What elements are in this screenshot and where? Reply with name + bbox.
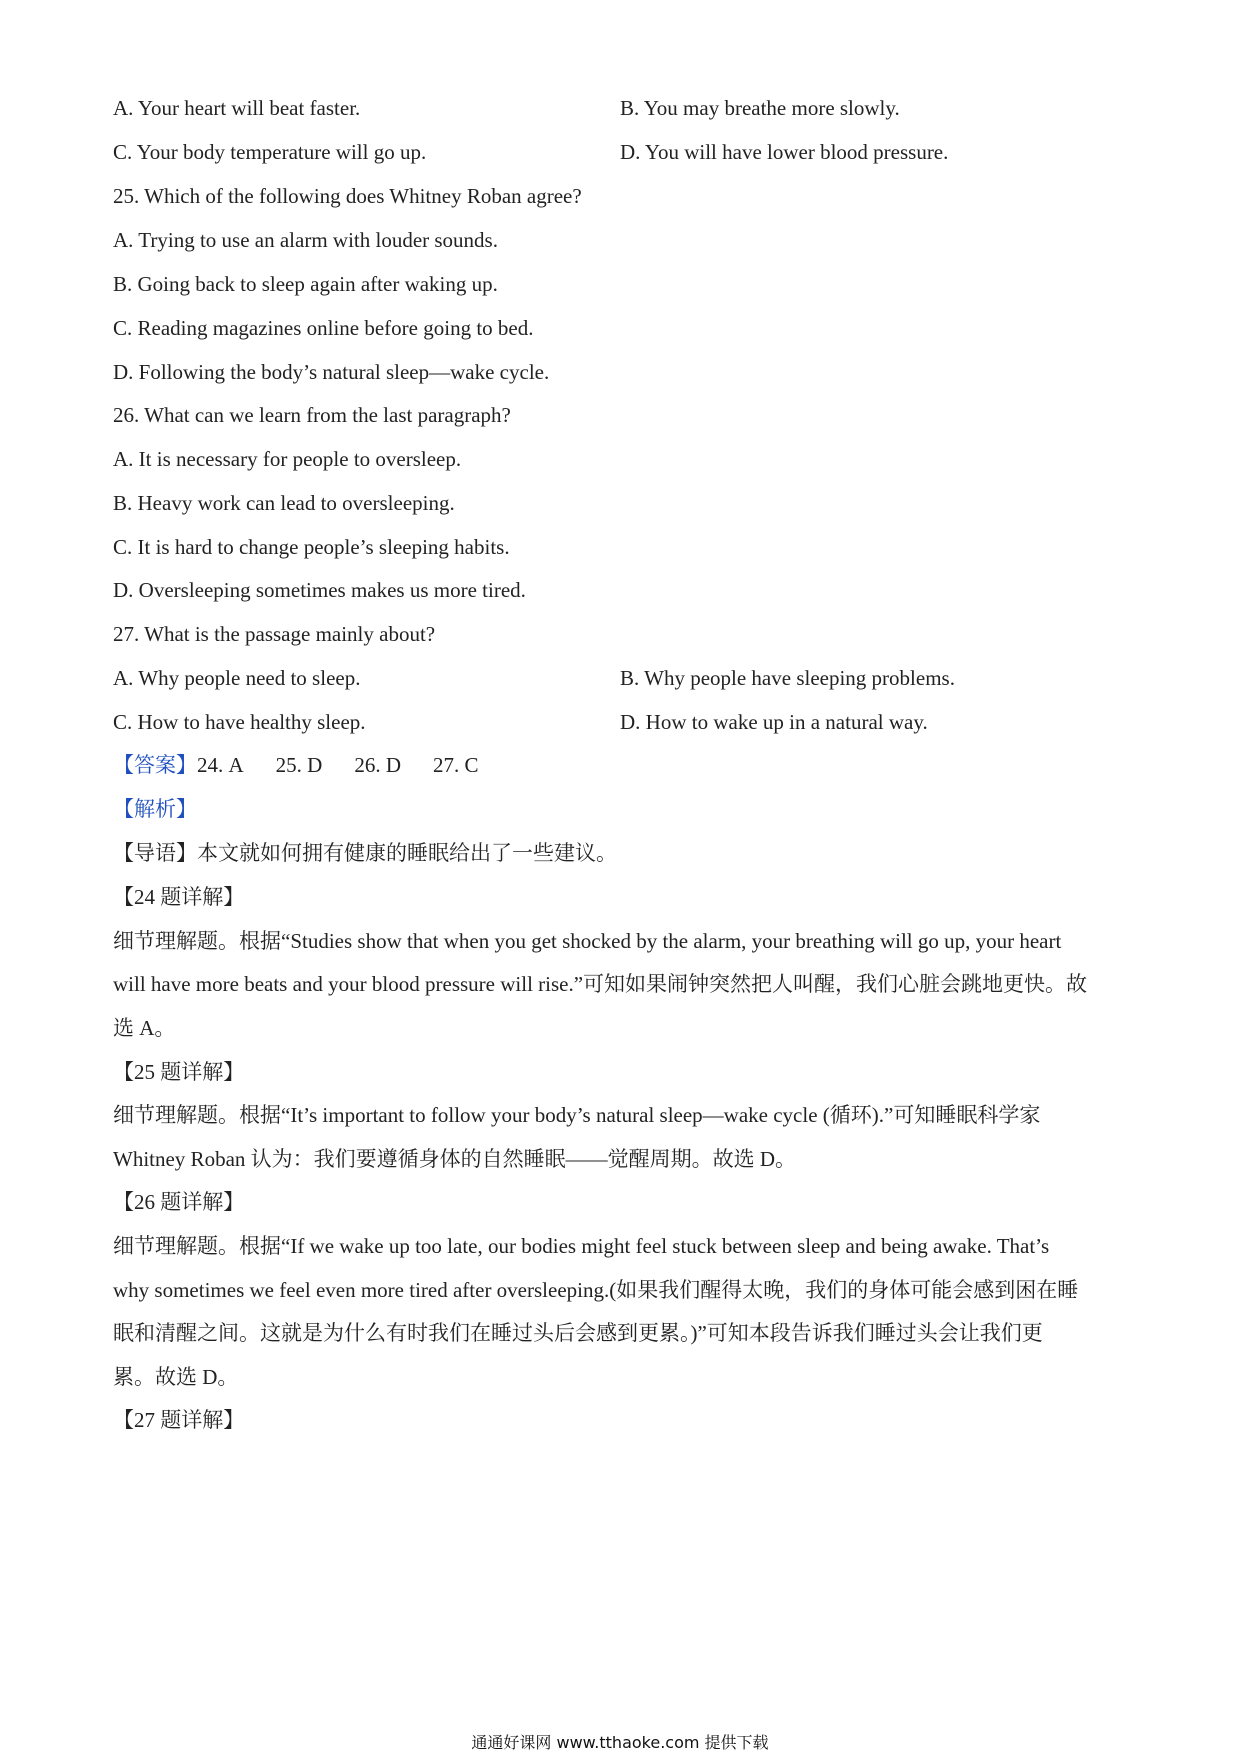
q24-option-c: C. Your body temperature will go up. xyxy=(113,140,427,164)
page-footer: 通通好课网 www.tthaoke.com 提供下载 xyxy=(471,1733,769,1752)
detail25-line2: Whitney Roban 认为：我们要遵循身体的自然睡眠——觉醒周期。故选 D。 xyxy=(113,1147,797,1171)
detail26-line3: 眠和清醒之间。这就是为什么有时我们在睡过头后会感到更累。)”可知本段告诉我们睡过头会让我们更 xyxy=(113,1321,1043,1345)
answer-line xyxy=(113,751,479,779)
q27-option-d: D. How to wake up in a natural way. xyxy=(620,710,928,734)
answer-25: 25. D xyxy=(275,753,323,777)
q26-option-b: B. Heavy work can lead to oversleeping. xyxy=(113,491,455,515)
detail24-heading: 【24 题详解】 xyxy=(113,885,245,909)
q27-option-a: A. Why people need to sleep. xyxy=(113,666,361,690)
detail26-line4: 累。故选 D。 xyxy=(113,1365,239,1389)
answer-24: 24. A xyxy=(197,753,244,777)
q26-question: 26. What can we learn from the last paragraph? xyxy=(113,403,511,427)
q26-option-c: C. It is hard to change people’s sleeping habits. xyxy=(113,535,510,559)
q27-option-b: B. Why people have sleeping problems. xyxy=(620,666,955,690)
answer-27: 27. C xyxy=(433,753,479,777)
detail26-line2: why sometimes we feel even more tired after oversleeping.(如果我们醒得太晚，我们的身体可能会感到困在睡 xyxy=(113,1278,1079,1302)
q25-option-a: A. Trying to use an alarm with louder sounds. xyxy=(113,228,498,252)
q24-option-b: B. You may breathe more slowly. xyxy=(620,96,900,120)
q27-option-c: C. How to have healthy sleep. xyxy=(113,710,366,734)
q25-option-d: D. Following the body’s natural sleep—wake cycle. xyxy=(113,360,550,384)
detail25-line1: 细节理解题。根据“It’s important to follow your body’s natural sleep—wake cycle (循环).”可知睡眠科学家 xyxy=(113,1103,1041,1127)
detail24-line1: 细节理解题。根据“Studies show that when you get shocked by the alarm, your breathing will go up, your heart xyxy=(113,929,1062,953)
answer-26: 26. D xyxy=(354,753,402,777)
detail27-heading: 【27 题详解】 xyxy=(113,1408,245,1432)
q24-option-d: D. You will have lower blood pressure. xyxy=(620,140,949,164)
q25-option-b: B. Going back to sleep again after waking up. xyxy=(113,272,498,296)
q27-question: 27. What is the passage mainly about? xyxy=(113,622,436,646)
detail26-heading: 【26 题详解】 xyxy=(113,1190,245,1214)
analysis-label: 【解析】 xyxy=(113,797,197,821)
detail25-heading: 【25 题详解】 xyxy=(113,1060,245,1084)
q25-option-c: C. Reading magazines online before going to bed. xyxy=(113,316,534,340)
detail24-line3: 选 A。 xyxy=(113,1016,176,1040)
q26-option-d: D. Oversleeping sometimes makes us more tired. xyxy=(113,578,526,602)
intro-guide: 【导语】本文就如何拥有健康的睡眠给出了一些建议。 xyxy=(113,841,617,865)
detail26-line1: 细节理解题。根据“If we wake up too late, our bodies might feel stuck between sleep and being awake. That’s xyxy=(113,1234,1050,1258)
detail24-line2: will have more beats and your blood pressure will rise.”可知如果闹钟突然把人叫醒，我们心脏会跳地更快。故 xyxy=(113,972,1088,996)
q24-option-a: A. Your heart will beat faster. xyxy=(113,96,361,120)
answer-label: 【答案】 xyxy=(113,753,197,777)
q26-option-a: A. It is necessary for people to oversleep. xyxy=(113,447,462,471)
q25-question: 25. Which of the following does Whitney Roban agree? xyxy=(113,184,582,208)
